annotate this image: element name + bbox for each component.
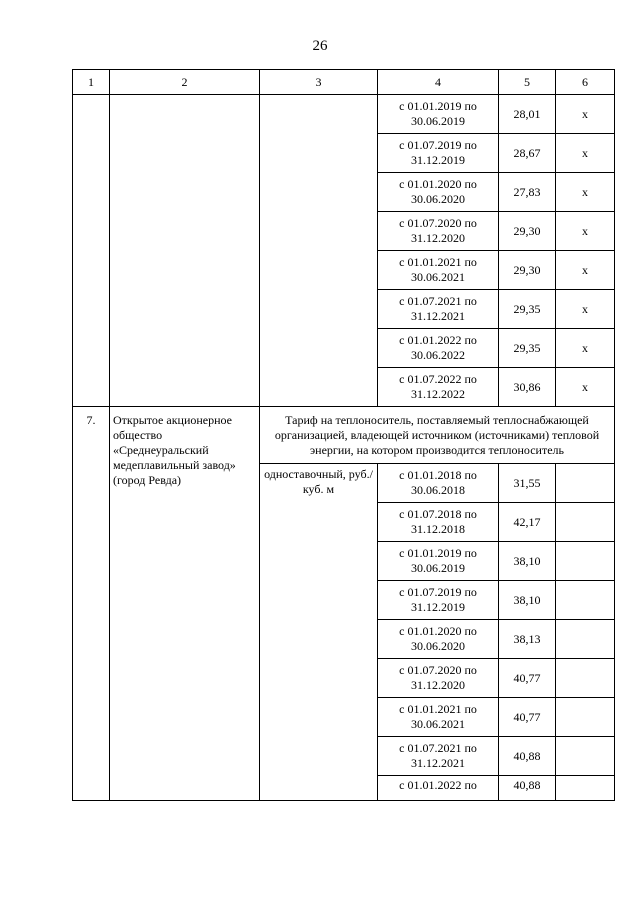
tariff-value: 40,88	[499, 776, 556, 801]
continuation-type-cell	[260, 95, 378, 407]
tariff-value: 31,55	[499, 464, 556, 503]
column-header: 4	[378, 70, 499, 95]
tariff-value: 30,86	[499, 368, 556, 407]
period-cell: с 01.01.2021 по 30.06.2021	[378, 251, 499, 290]
period-cell: с 01.01.2018 по 30.06.2018	[378, 464, 499, 503]
tariff-value: 40,88	[499, 737, 556, 776]
col6-mark: x	[556, 212, 615, 251]
col6-cell	[556, 464, 615, 503]
column-header: 5	[499, 70, 556, 95]
column-header: 6	[556, 70, 615, 95]
period-cell: с 01.07.2021 по 31.12.2021	[378, 290, 499, 329]
tariff-value: 29,30	[499, 251, 556, 290]
column-header: 2	[110, 70, 260, 95]
period-cell: с 01.01.2020 по 30.06.2020	[378, 620, 499, 659]
continuation-num-cell	[73, 95, 110, 407]
period-cell: с 01.01.2019 по 30.06.2019	[378, 95, 499, 134]
tariff-value: 38,10	[499, 542, 556, 581]
header-row	[73, 70, 615, 95]
col6-mark: x	[556, 173, 615, 212]
tariff-value: 29,35	[499, 290, 556, 329]
col6-mark: x	[556, 329, 615, 368]
tariff-value: 40,77	[499, 698, 556, 737]
tariff-value: 28,01	[499, 95, 556, 134]
col6-mark: x	[556, 134, 615, 173]
tariff-value: 28,67	[499, 134, 556, 173]
entry-number: 7.	[73, 407, 110, 801]
col6-cell	[556, 581, 615, 620]
tariff-type: одноставочный, руб./куб. м	[260, 464, 378, 801]
period-cell: с 01.01.2021 по 30.06.2021	[378, 698, 499, 737]
col6-mark: x	[556, 290, 615, 329]
col6-cell	[556, 698, 615, 737]
period-cell: с 01.07.2019 по 31.12.2019	[378, 134, 499, 173]
col6-mark: x	[556, 251, 615, 290]
tariff-table	[72, 69, 615, 801]
tariff-value: 29,30	[499, 212, 556, 251]
period-cell: с 01.07.2019 по 31.12.2019	[378, 581, 499, 620]
tariff-value: 29,35	[499, 329, 556, 368]
column-header: 1	[73, 70, 110, 95]
tariff-value: 40,77	[499, 659, 556, 698]
period-cell: с 01.01.2020 по 30.06.2020	[378, 173, 499, 212]
tariff-value: 38,10	[499, 581, 556, 620]
col6-cell	[556, 542, 615, 581]
table-row	[73, 95, 615, 134]
col6-cell	[556, 659, 615, 698]
period-cell: с 01.01.2022 по 30.06.2022	[378, 329, 499, 368]
tariff-value: 27,83	[499, 173, 556, 212]
period-cell: с 01.07.2018 по 31.12.2018	[378, 503, 499, 542]
page-number: 26	[312, 38, 328, 54]
col6-cell	[556, 737, 615, 776]
period-cell: с 01.01.2022 по	[378, 776, 499, 801]
col6-cell	[556, 503, 615, 542]
continuation-org-cell	[110, 95, 260, 407]
organization-name: Открытое акционерное общество «Среднеуральский медеплавильный завод» (город Ревда)	[110, 407, 260, 801]
col6-mark: x	[556, 368, 615, 407]
period-cell: с 01.07.2022 по 31.12.2022	[378, 368, 499, 407]
period-cell: с 01.07.2020 по 31.12.2020	[378, 212, 499, 251]
column-header: 3	[260, 70, 378, 95]
entry-description-row	[73, 407, 615, 464]
col6-mark: x	[556, 95, 615, 134]
period-cell: с 01.07.2021 по 31.12.2021	[378, 737, 499, 776]
tariff-value: 42,17	[499, 503, 556, 542]
period-cell: с 01.07.2020 по 31.12.2020	[378, 659, 499, 698]
col6-cell	[556, 776, 615, 801]
col6-cell	[556, 620, 615, 659]
tariff-value: 38,13	[499, 620, 556, 659]
tariff-description: Тариф на теплоноситель, поставляемый теплоснабжающей организацией, владеющей источником (источниками) тепловой энергии, на котором производится теплоноситель	[260, 407, 615, 464]
period-cell: с 01.01.2019 по 30.06.2019	[378, 542, 499, 581]
